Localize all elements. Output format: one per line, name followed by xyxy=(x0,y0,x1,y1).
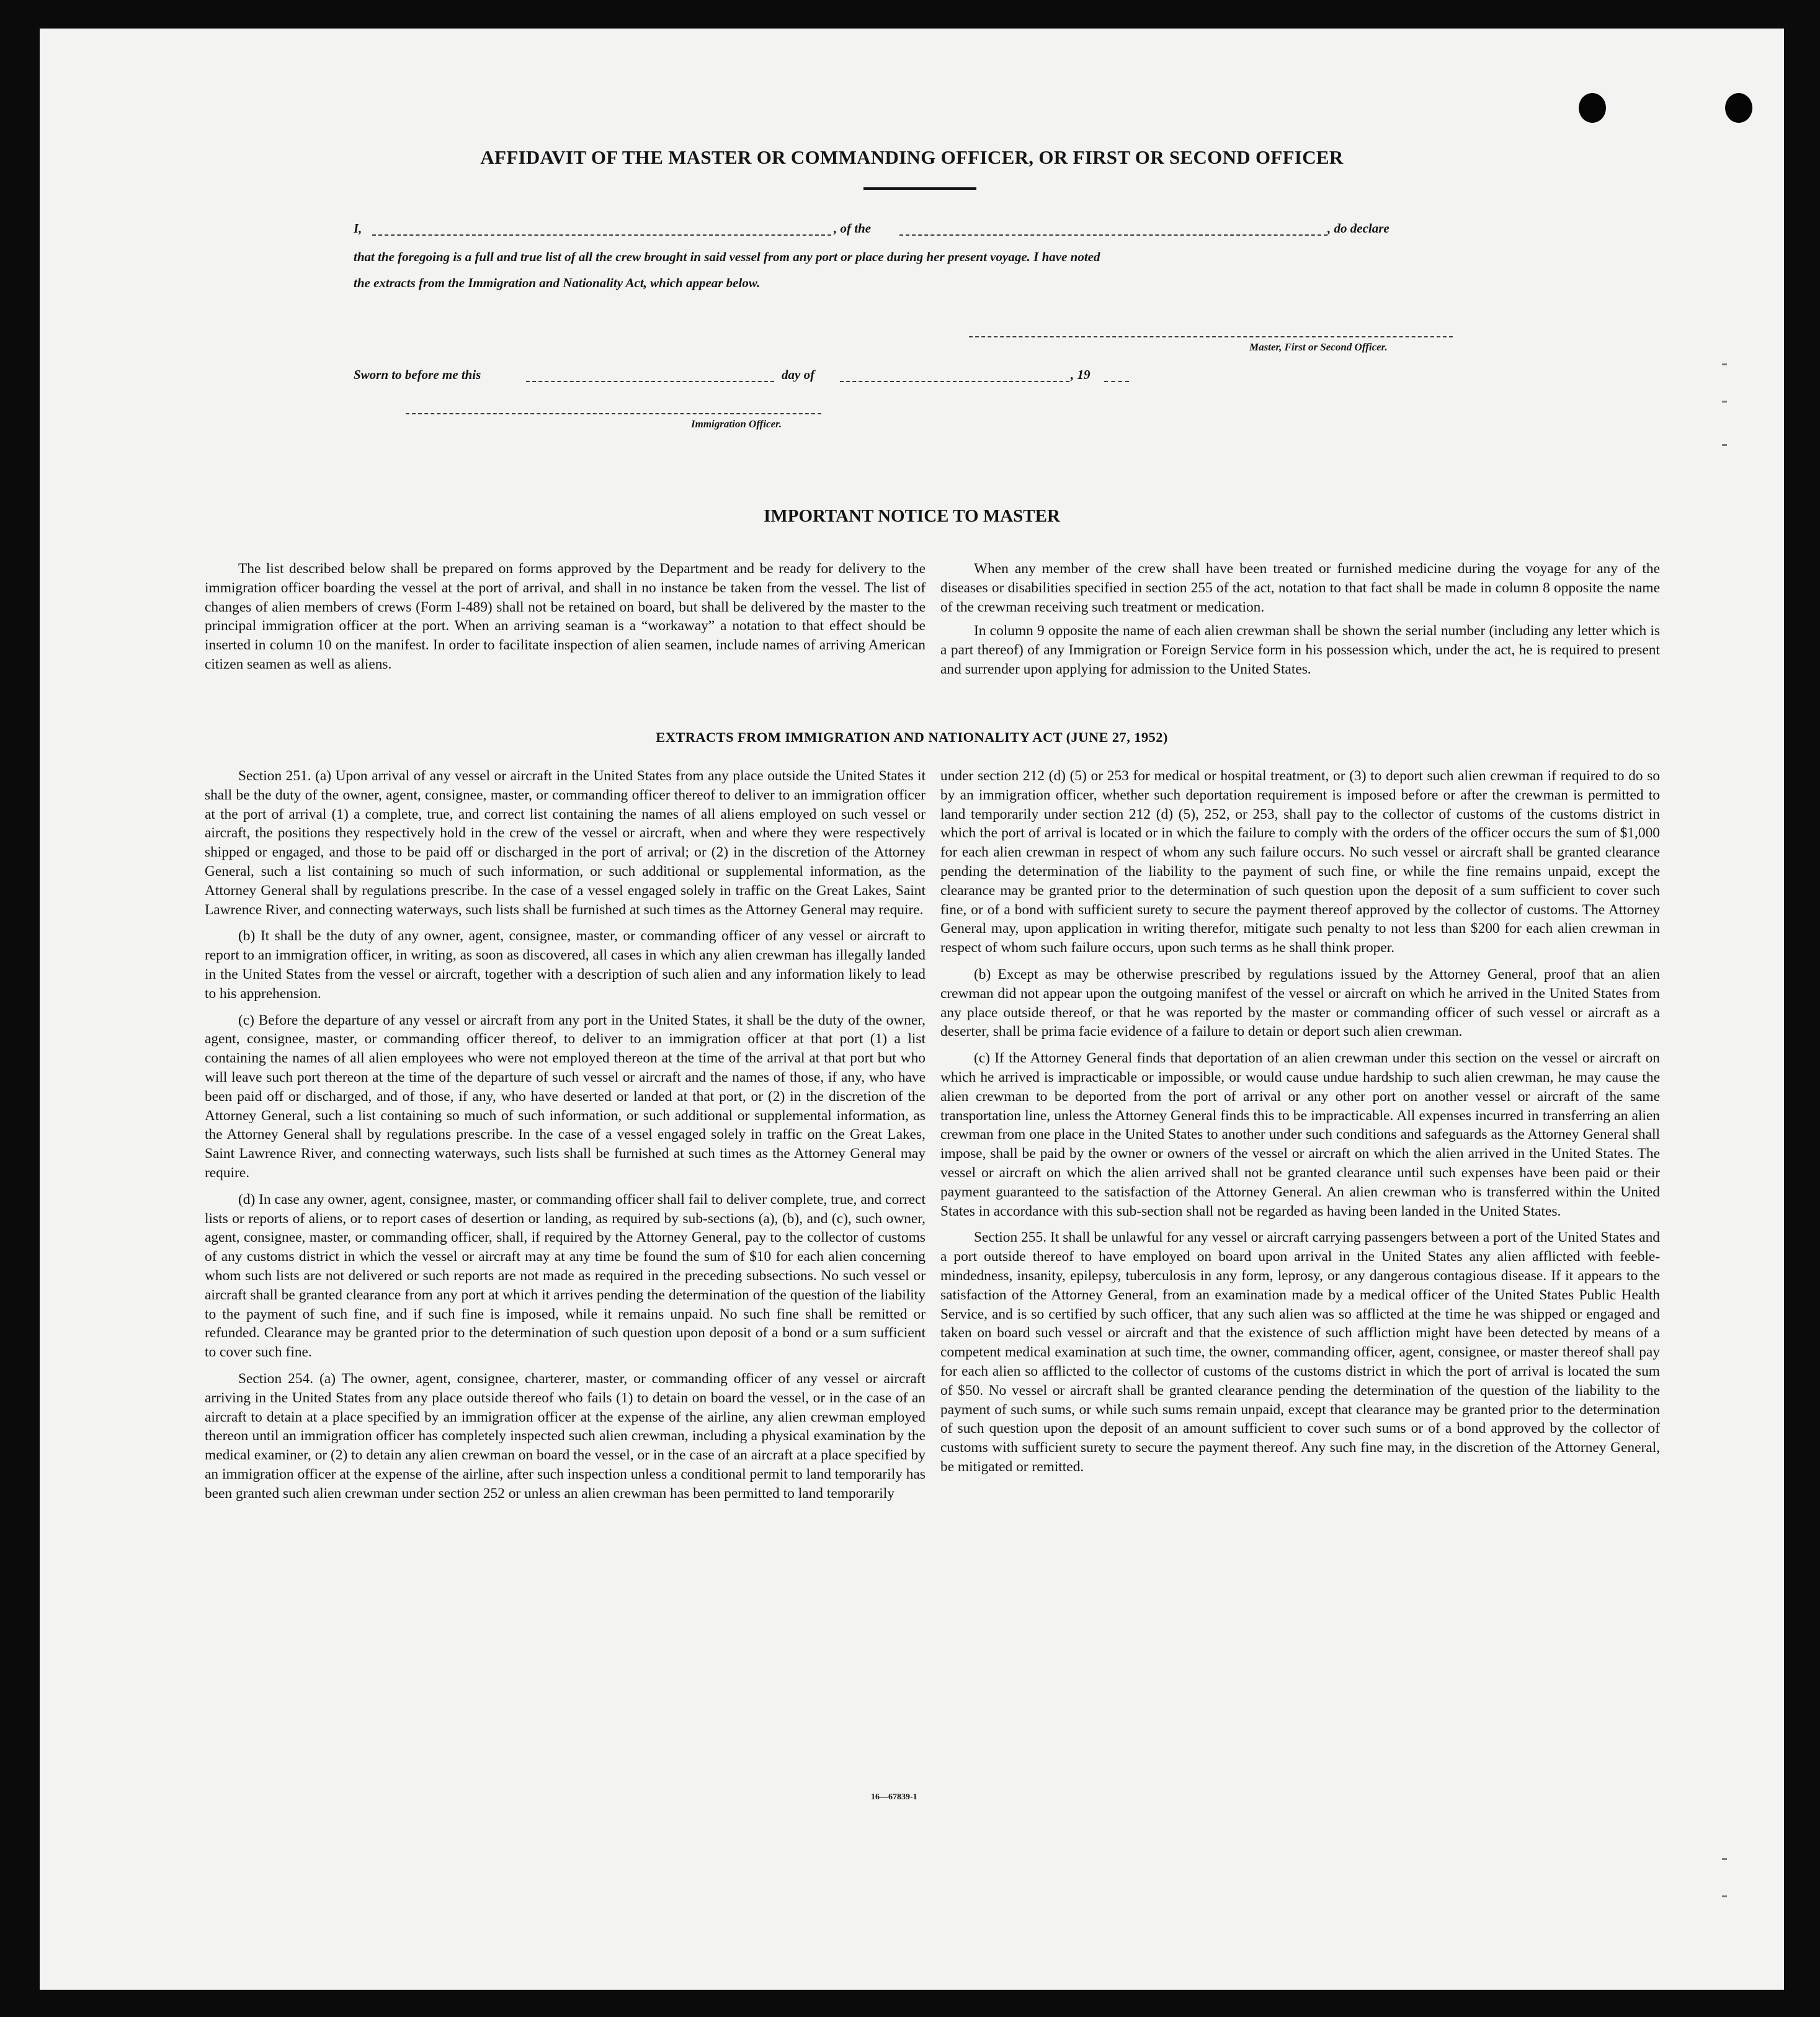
affidavit-i: I, xyxy=(354,221,362,236)
name-blank[interactable] xyxy=(372,234,831,236)
section-251-d: (d) In case any owner, agent, consignee, master, or commanding officer shall fail to deliver complete, true, and correct lists or reports of aliens, or to report cases of desertion or landing, as required by sub-sections (a), (b), and (c), such owner, agent, consignee, master, or commanding officer, shall, if required by the Attorney General, pay to the collector of customs of any customs district in which the vessel or aircraft may at any time be found the sum of $10 for each alien concerning whom such lists are not delivered or such reports are not made as required in the preceding subsections. No such vessel or aircraft shall be granted clearance from any port at which it arrives pending the determination of the question of the liability to the payment of such fine, and if such fine is imposed, while it remains unpaid. No such fine shall be remitted or refunded. Clearance may be granted prior to the determination of such question upon deposit of a bond or a sum sufficient to cover such fine. xyxy=(205,1191,926,1361)
form-code: 16—67839-1 xyxy=(871,1792,917,1802)
year-blank[interactable] xyxy=(1104,381,1129,382)
bleed-mark xyxy=(1722,1858,1727,1860)
sworn-label: Sworn to before me this xyxy=(354,367,481,382)
master-signature-label: Master, First or Second Officer. xyxy=(1249,341,1388,353)
master-signature-line[interactable] xyxy=(969,336,1453,337)
affidavit-line2: that the foregoing is a full and true list of all the crew brought in said vessel from any port or place during her present voyage. I have noted xyxy=(354,249,1100,264)
title-underline xyxy=(863,187,976,190)
day-of-label: day of xyxy=(782,367,815,382)
month-blank[interactable] xyxy=(840,381,1069,382)
bleed-mark xyxy=(1722,363,1727,365)
notice-left-column xyxy=(205,559,926,679)
vessel-blank[interactable] xyxy=(899,234,1327,236)
notice-title: IMPORTANT NOTICE TO MASTER xyxy=(764,506,1060,526)
section-251-a: Section 251. (a) Upon arrival of any vessel or aircraft in the United States from any place outside the United States it shall be the duty of the owner, agent, consignee, master, or commanding officer thereof to deliver to an immigration officer at the port of arrival (1) a complete, true, and correct list containing the names of all aliens employed on such vessel or aircraft, the positions they respectively hold in the crew of the vessel or aircraft, when and where they were respectively shipped or engaged, and those to be paid off or discharged in the port of arrival; or (2) in the discretion of the Attorney General, such a list containing so much of such information, or such additional or supplemental information, as the Attorney General shall by regulations prescribe. In the case of a vessel engaged solely in traffic on the Great Lakes, Saint Lawrence River, and connecting waterways, such lists shall be furnished at such times as the Attorney General may require. xyxy=(205,768,926,918)
punch-hole-left xyxy=(1579,93,1606,123)
bleed-mark xyxy=(1722,401,1727,403)
section-254-a: Section 254. (a) The owner, agent, consignee, charterer, master, or commanding officer of any vessel or aircraft arriving in the United States from any place outside thereof who fails (1) to detain on board the vessel, or in the case of an aircraft to detain at a place specified by an immigration officer at the expense of the airline, any alien crewman employed thereon until an immigration officer has completely inspected such alien crewman, including a physical examination by the medical examiner, or (2) to detain any alien crewman on board the vessel, or in the case of an aircraft at a place specified by an immigration officer at the expense of the airline, after such inspection unless a conditional permit to land temporarily has been granted such alien crewman under section 252 or unless an alien crewman has been permitted to land temporarily xyxy=(205,1370,926,1502)
section-254-a-continued: under section 212 (d) (5) or 253 for medical or hospital treatment, or (3) to deport such alien crewman if required to do so by an immigration officer, whether such deportation requirement is imposed before or after the crewman is permitted to land temporarily under section 212 (d) (5), 252, or 253, shall pay to the collector of customs of the customs district in which the port of arrival is located or in which the failure to comply with the orders of the officer occurs the sum of $1,000 for each alien crewman in respect of whom any such failure occurs. No such vessel or aircraft shall be granted clearance pending the determination of the liability to the payment of such fine, or while the fine remains unpaid, except the clearance may be granted prior to the determination of such question upon the deposit of a sum sufficient to cover such fine, or of a bond with sufficient surety to secure the payment thereof approved by the collector of customs. The Attorney General may, upon application in writing therefor, mitigate such penalty to not less than $200 for each alien crewman in respect of whom such failure occurs, upon such terms as he shall think proper. xyxy=(940,768,1660,956)
section-254-b: (b) Except as may be otherwise prescribed by regulations issued by the Attorney General, proof that an alien crewman did not appear upon the outgoing manifest of the vessel or aircraft on which he arrived in the United States from any place outside thereof, or that he was reported by the master or commanding officer of such vessel or aircraft as a deserter, shall be prima facie evidence of a failure to detain or deport such alien crewman. xyxy=(940,966,1660,1040)
extracts-left-column xyxy=(205,767,926,1510)
affidavit-title: AFFIDAVIT OF THE MASTER OR COMMANDING OFFICER, OR FIRST OR SECOND OFFICER xyxy=(480,146,1344,168)
year-label: , 19 xyxy=(1071,367,1091,382)
punch-hole-right xyxy=(1725,93,1752,123)
affidavit-line3: the extracts from the Immigration and Nationality Act, which appear below. xyxy=(354,275,761,290)
affidavit-declare: , do declare xyxy=(1327,221,1390,236)
extracts-title: EXTRACTS FROM IMMIGRATION AND NATIONALITY ACT (JUNE 27, 1952) xyxy=(656,729,1168,745)
section-254-c: (c) If the Attorney General finds that deportation of an alien crewman under this section on the vessel or aircraft on which he arrived is impracticable or impossible, or would cause undue hardship to such alien crewman, he may cause the alien crewman to be deported from the port of arrival or any other port on another vessel or aircraft of the same transportation line, unless the Attorney General finds this to be impracticable. All expenses incurred in transferring an alien crewman from one place in the United States to another under such conditions and safeguards as the Attorney General shall impose, shall be paid by the owner or owners of the vessel or aircraft on which the alien arrived in the United States. The vessel or aircraft on which the alien arrived shall not be granted clearance until such expenses have been paid or their payment guaranteed to the satisfaction of the Attorney General. An alien crewman who is transferred within the United States in accordance with this sub-section shall not be regarded as having been landed in the United States. xyxy=(940,1050,1660,1219)
sworn-day-blank[interactable] xyxy=(526,381,774,382)
section-255: Section 255. It shall be unlawful for any vessel or aircraft carrying passengers between a port of the United States and a port outside thereof to have employed on board upon arrival in the United States any alien afflicted with feeble-mindedness, insanity, epilepsy, tuberculosis in any form, leprosy, or any dangerous contagious disease. If it appears to the satisfaction of the Attorney General, from an examination made by a medical officer of the United States Public Health Service, and is so certified by such officer, that any such alien was so afflicted at the time he was shipped or engaged and taken on board such vessel or aircraft and that the existence of such affliction might have been detected by means of a competent medical examination at such time, the owner, commanding officer, agent, consignee, or master thereof shall pay for each alien so afflicted to the collector of customs of the customs district in which the port of arrival is located the sum of $50. No vessel or aircraft shall be granted clearance pending the determination of the question of the liability to the payment of such sums, or while such sums remain unpaid, except that clearance may be granted prior to the determination of such question upon the deposit of an amount sufficient to cover such sums or of a bond approved by the collector of customs with sufficient surety to secure the payment thereof. Any such fine may, in the discretion of the Attorney General, be mitigated or remitted. xyxy=(940,1229,1660,1475)
officer-label: Immigration Officer. xyxy=(691,418,782,430)
notice-right-text-1: When any member of the crew shall have been treated or furnished medicine during the voyage for any of the diseases or disabilities specified in section 255 of the act, notation to that fact shall be made in column 8 opposite the name of the crewman receiving such treatment or medication. xyxy=(940,561,1660,615)
extracts-right-column xyxy=(940,767,1660,1484)
officer-signature-line[interactable] xyxy=(406,413,821,414)
section-251-c: (c) Before the departure of any vessel or aircraft from any port in the United States, it shall be the duty of the owner, agent, consignee, master, or commanding officer thereof, to deliver to an immigration officer at that port (1) a list containing the names of all alien employees who were not employed thereon at the time of the arrival at that port but who will leave such port thereon at the time of the departure of such vessel or aircraft and the names of those, if any, who have been paid off or discharged, and of those, if any, who have deserted or landed at that port, or (2) in the discretion of the Attorney General, such a list containing so much of such information, or such additional or supplemental information, as the Attorney General shall by regulations prescribe. In the case of a vessel engaged solely in traffic on the Great Lakes, Saint Lawrence River, and connecting waterways, such lists shall be furnished at such times as the Attorney General may require. xyxy=(205,1012,926,1181)
notice-right-column xyxy=(940,559,1660,684)
notice-right-text-2: In column 9 opposite the name of each alien crewman shall be shown the serial number (including any letter which is a part thereof) of any Immigration or Foreign Service form in his possession which, under the act, he is required to present and surrender upon applying for admission to the United States. xyxy=(940,623,1660,677)
notice-left-text: The list described below shall be prepared on forms approved by the Department and be ready for delivery to the immigration officer boarding the vessel at the port of arrival, and shall in no instance be taken from the vessel. The list of changes of alien members of crews (Form I-489) shall not be retained on board, but shall be delivered by the master to the principal immigration officer at the port. When an arriving seaman is a “workaway” a notation to that effect should be inserted in column 10 on the manifest. In order to facilitate inspection of alien seamen, include names of arriving American citizen seamen as well as aliens. xyxy=(205,561,926,672)
affidavit-of-the: , of the xyxy=(834,221,872,236)
bleed-mark xyxy=(1722,1895,1727,1897)
form-page xyxy=(40,29,1784,1990)
section-251-b: (b) It shall be the duty of any owner, agent, consignee, master, or commanding officer of any vessel or aircraft to report to an immigration officer, in writing, as soon as discovered, all cases in which any alien crewman has illegally landed in the United States from the vessel or aircraft, together with a description of such alien and any information likely to lead to his apprehension. xyxy=(205,928,926,1002)
bleed-mark xyxy=(1722,444,1727,446)
